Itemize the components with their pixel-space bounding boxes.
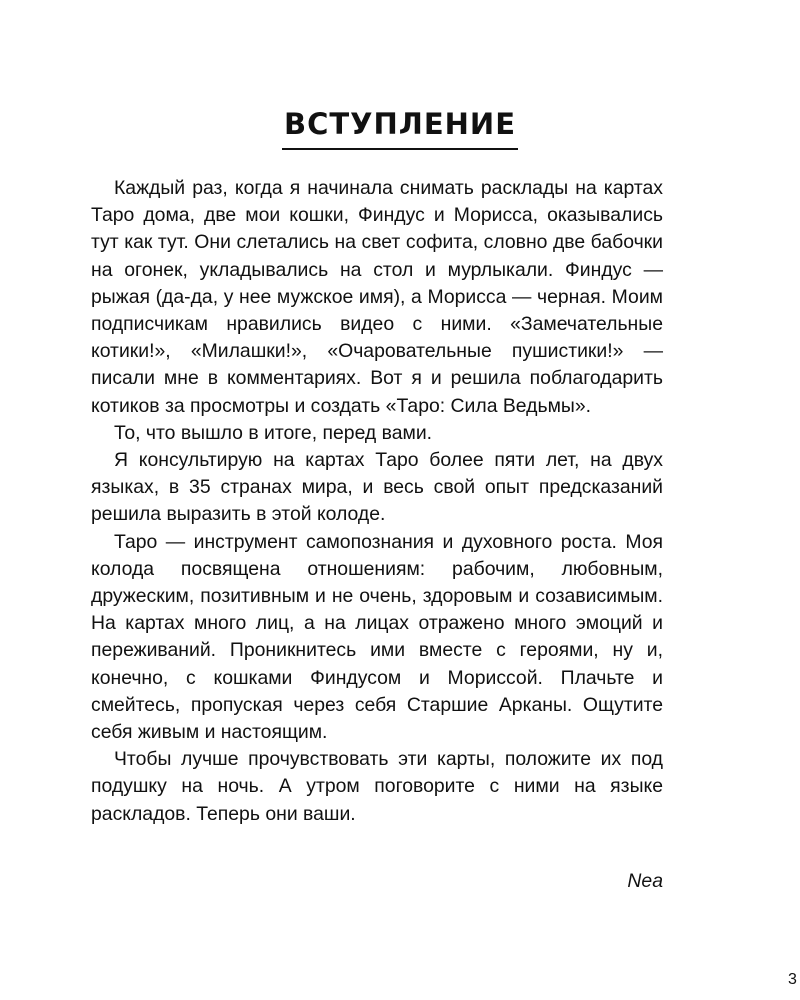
page-number: 3	[788, 971, 797, 988]
page-title: ВСТУПЛЕНИЕ	[282, 104, 518, 150]
body-text	[91, 175, 663, 828]
title-block	[0, 104, 800, 150]
paragraph: То, что вышло в итоге, перед вами.	[114, 421, 433, 444]
paragraph: Чтобы лучше прочувствовать эти карты, положите их под подушку на ночь. А утром поговорите с ними на языке раскладов. Теперь они ваши.	[91, 748, 663, 825]
paragraph: Каждый раз, когда я начинала снимать расклады на картах Таро дома, две мои кошки, Финдус и Морисса, оказывались тут как тут. Они слетались на свет софита, словно две бабочки на огонек, укладывались на стол и мурлыкали. Финдус — рыжая (да-да, у нее мужское имя), а Морисса — черная. Моим подписчикам нравились видео с ними. «Замечательные котики!», «Милашки!», «Очаровательные пушистики!» — писали мне в комментариях. Вот я и решила поблагодарить котиков за просмотры и создать «Таро: Сила Ведьмы».	[91, 177, 663, 417]
paragraph: Я консультирую на картах Таро более пяти лет, на двух языках, в 35 странах мира, и весь свой опыт предсказаний решила выразить в этой колоде.	[91, 449, 663, 526]
author-signature: Nea	[627, 870, 663, 892]
paragraph: Таро — инструмент самопознания и духовного роста. Моя колода посвящена отношениям: рабочим, любовным, дружеским, позитивным и не очень, здоровым и созависимым. На картах много лиц, а на лицах отражено много эмоций и переживаний. Проникнитесь ими вместе с героями, ну и, конечно, с кошками Финдусом и Мориссой. Плачьте и смейтесь, пропуская через себя Старшие Арканы. Ощутите себя живым и настоящим.	[91, 530, 663, 744]
